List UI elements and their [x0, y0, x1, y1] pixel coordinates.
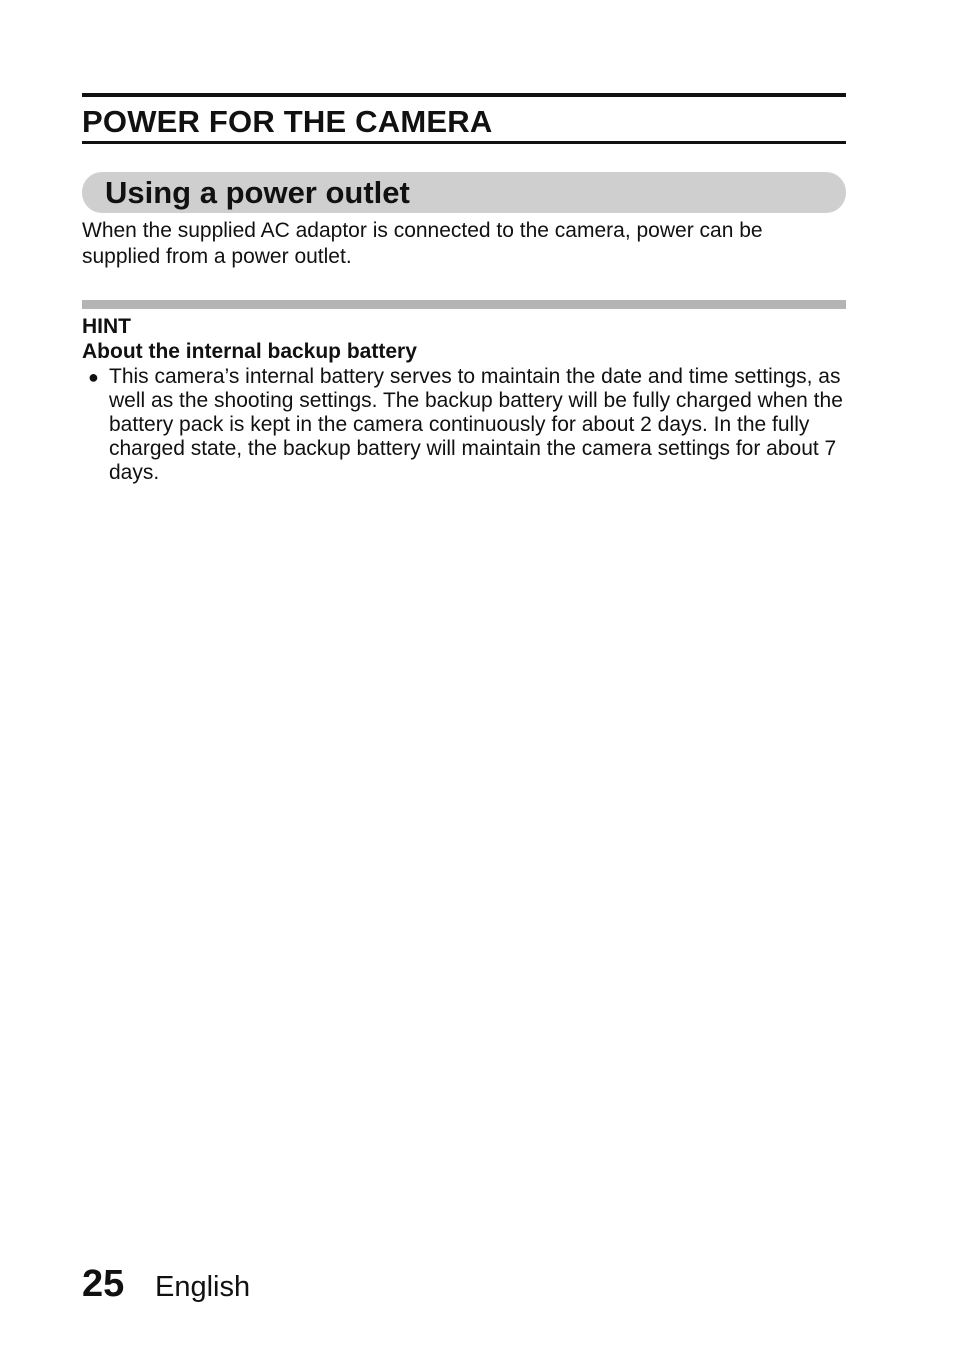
intro-paragraph: When the supplied AC adaptor is connected to the camera, power can be supplied from a power outlet. — [82, 219, 763, 268]
language-label: English — [155, 1271, 251, 1303]
hint-label: HINT — [82, 315, 131, 338]
page-number: 25 — [82, 1263, 125, 1305]
section-heading-bar — [82, 172, 846, 213]
page-title-rule — [82, 93, 846, 144]
page-title: POWER FOR THE CAMERA — [82, 104, 493, 139]
hint-subheading: About the internal backup battery — [82, 340, 417, 363]
hint-divider — [82, 300, 846, 309]
bullet-icon: ● — [88, 367, 99, 387]
hint-item-text: This camera’s internal battery serves to maintain the date and time settings, as well as the shooting settings. The backup battery will be fully charged when the battery pack is kept in the camera continuously for about 2 days. In the fully charged state, the backup battery will maintain the camera settings for about 7 days. — [109, 365, 843, 484]
section-title: Using a power outlet — [105, 175, 410, 210]
list-item — [82, 365, 846, 485]
hint-list — [82, 365, 846, 485]
